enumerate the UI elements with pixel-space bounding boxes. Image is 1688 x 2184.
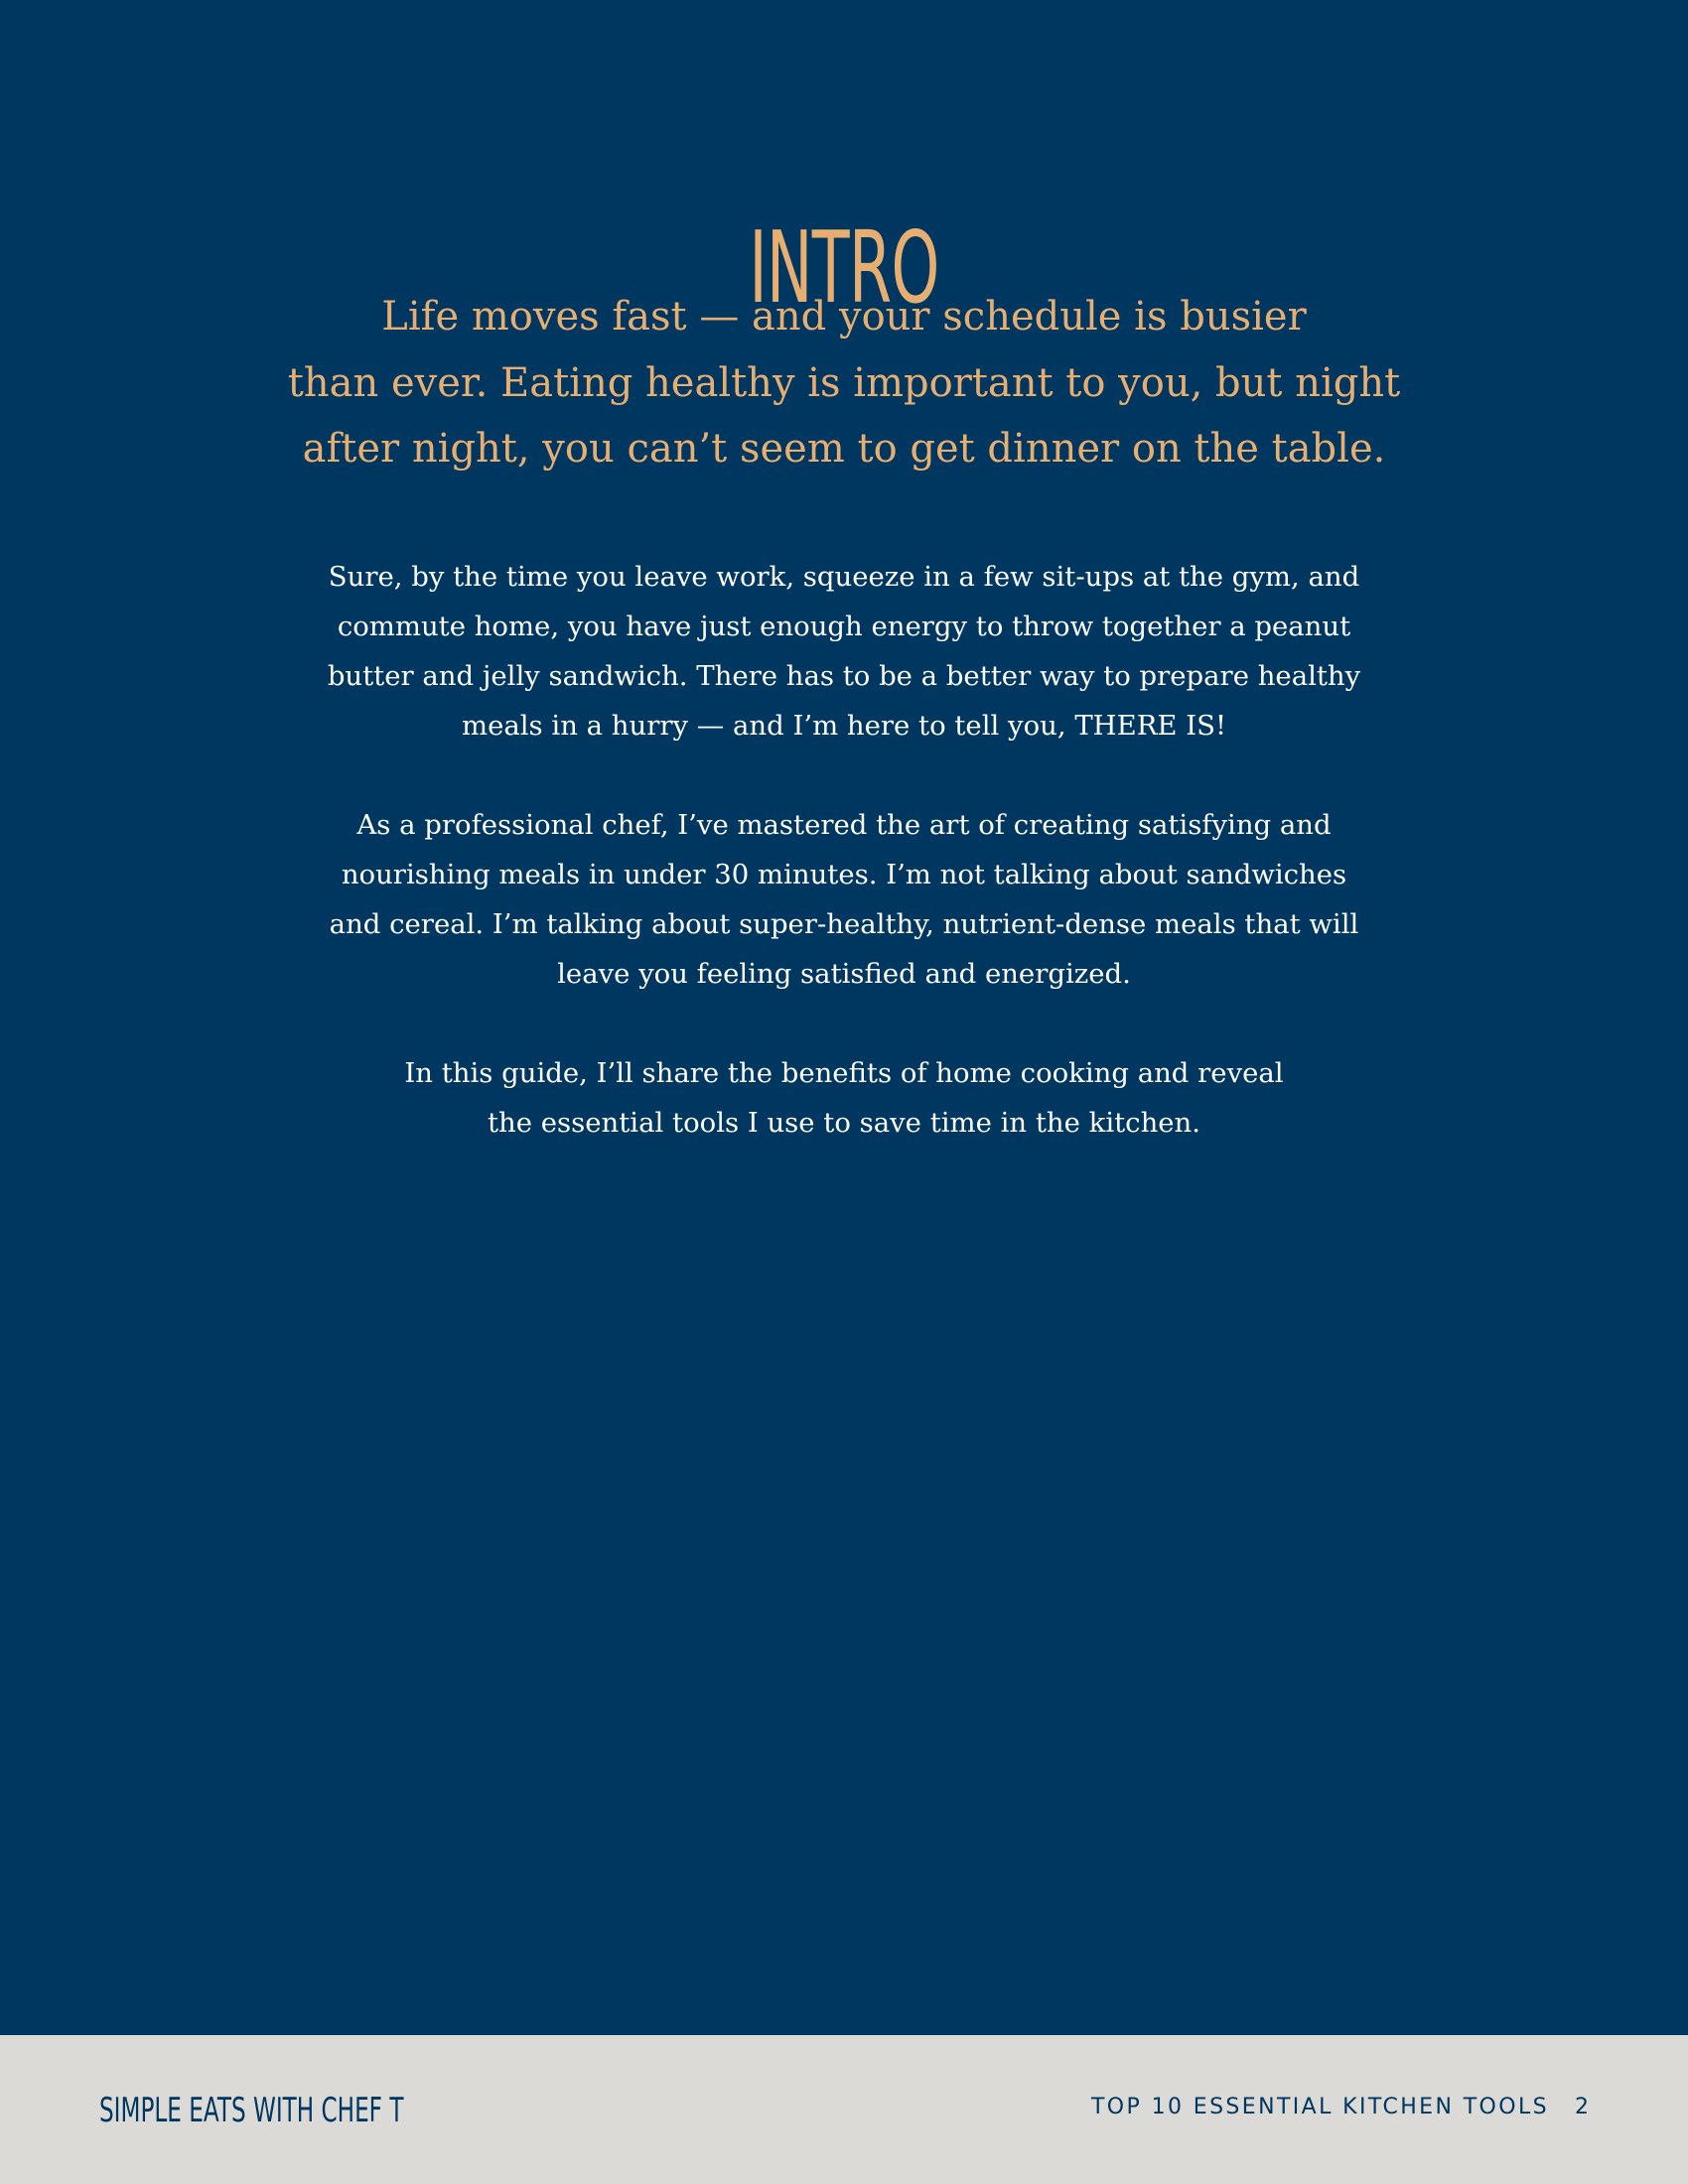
page-title: INTRO (749, 209, 939, 326)
footer-page-number: 2 (1575, 2095, 1589, 2119)
body-line: the essential tools I use to save time in the kitchen. (487, 1107, 1201, 1139)
body-paragraph-1 (248, 552, 1440, 751)
body-line: meals in a hurry — and I’m here to tell you, THERE IS! (462, 710, 1226, 742)
body-line: and cereal. I’m talking about super-healthy, nutrient-dense meals that will (329, 908, 1359, 940)
body-line: In this guide, I’ll share the benefits of home cooking and reveal (404, 1057, 1284, 1089)
lead-line: Life moves fast — and your schedule is busier (381, 294, 1307, 340)
body-line: butter and jelly sandwich. There has to be a better way to prepare healthy (327, 660, 1361, 692)
body-line: As a professional chef, I’ve mastered the art of creating satisfying and (356, 809, 1332, 841)
body-paragraph-2 (248, 800, 1440, 999)
lead-line: than ever. Eating healthy is important to you, but night (287, 359, 1401, 406)
body-line: Sure, by the time you leave work, squeeze in a few sit-ups at the gym, and (328, 561, 1360, 593)
body-line: nourishing meals in under 30 minutes. I’m not talking about sandwiches (341, 859, 1347, 890)
body-paragraph-3 (248, 1048, 1440, 1148)
lead-paragraph (248, 284, 1440, 482)
body-line: leave you feeling satisfied and energized. (557, 958, 1131, 990)
lead-line: after night, you can’t seem to get dinner on the table. (302, 426, 1386, 472)
footer-document-title: TOP 10 ESSENTIAL KITCHEN TOOLS (1090, 2095, 1549, 2119)
footer-brand: SIMPLE EATS WITH CHEF T (99, 2091, 404, 2130)
body-line: commute home, you have just enough energy to throw together a peanut (337, 611, 1351, 642)
